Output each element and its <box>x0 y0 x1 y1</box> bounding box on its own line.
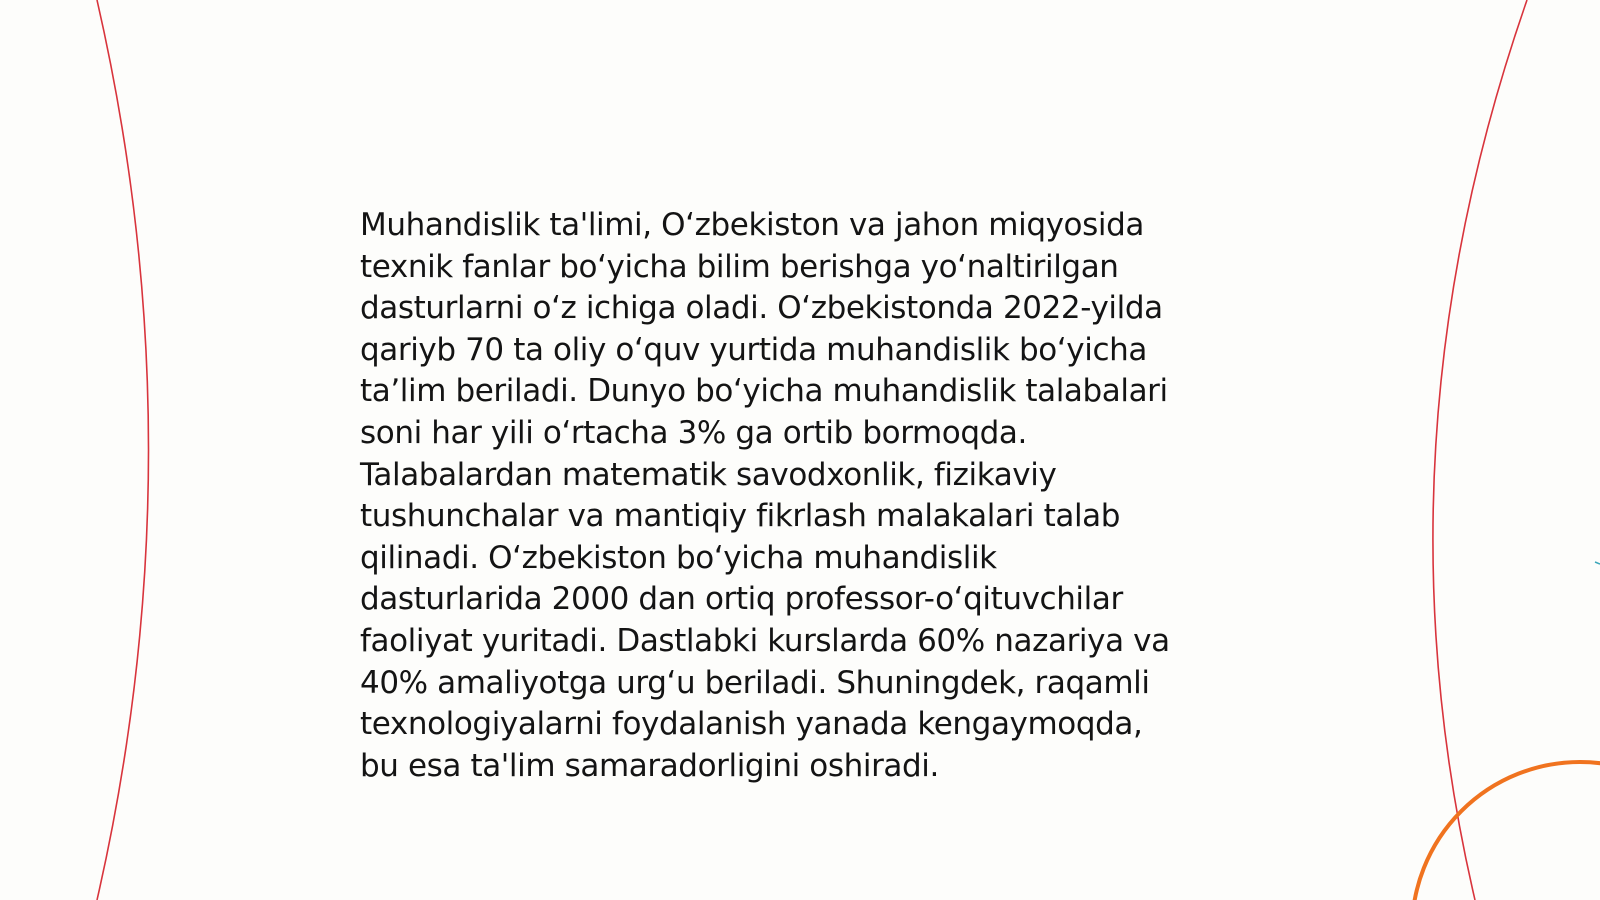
body-paragraph <box>360 205 1240 787</box>
small-accent-tick <box>1595 562 1600 564</box>
paragraph-line: tushunchalar va mantiqiy fikrlash malakalari talab <box>360 498 1121 535</box>
paragraph-line: 40% amaliyotga urg‘u beriladi. Shuningdek, raqamli <box>360 664 1150 701</box>
orange-accent-arc <box>1412 762 1600 900</box>
paragraph-line: soni har yili o‘rtacha 3% ga ortib bormoqda. <box>360 414 1027 451</box>
left-curve-line <box>97 0 149 900</box>
paragraph-line: bu esa ta'lim samaradorligini oshiradi. <box>360 747 939 784</box>
paragraph-line: dasturlarida 2000 dan ortiq professor-o‘qituvchilar <box>360 581 1123 618</box>
paragraph-line: ta’lim beriladi. Dunyo bo‘yicha muhandislik talabalari <box>360 373 1168 410</box>
paragraph-line: Muhandislik ta'limi, O‘zbekiston va jahon miqyosida <box>360 207 1144 243</box>
paragraph-line: texnik fanlar bo‘yicha bilim berishga yo‘naltirilgan <box>360 248 1119 285</box>
paragraph-line: texnologiyalarni foydalanish yanada kengaymoqda, <box>360 706 1143 743</box>
paragraph-line: Talabalardan matematik savodxonlik, fizikaviy <box>360 456 1057 493</box>
paragraph-line: qilinadi. O‘zbekiston bo‘yicha muhandislik <box>360 539 997 576</box>
paragraph-line: dasturlarni o‘z ichiga oladi. O‘zbekistonda 2022-yilda <box>360 290 1163 327</box>
right-curve-line <box>1433 0 1527 900</box>
paragraph-line: qariyb 70 ta oliy o‘quv yurtida muhandislik bo‘yicha <box>360 331 1147 368</box>
paragraph-line: faoliyat yuritadi. Dastlabki kurslarda 60% nazariya va <box>360 622 1170 659</box>
